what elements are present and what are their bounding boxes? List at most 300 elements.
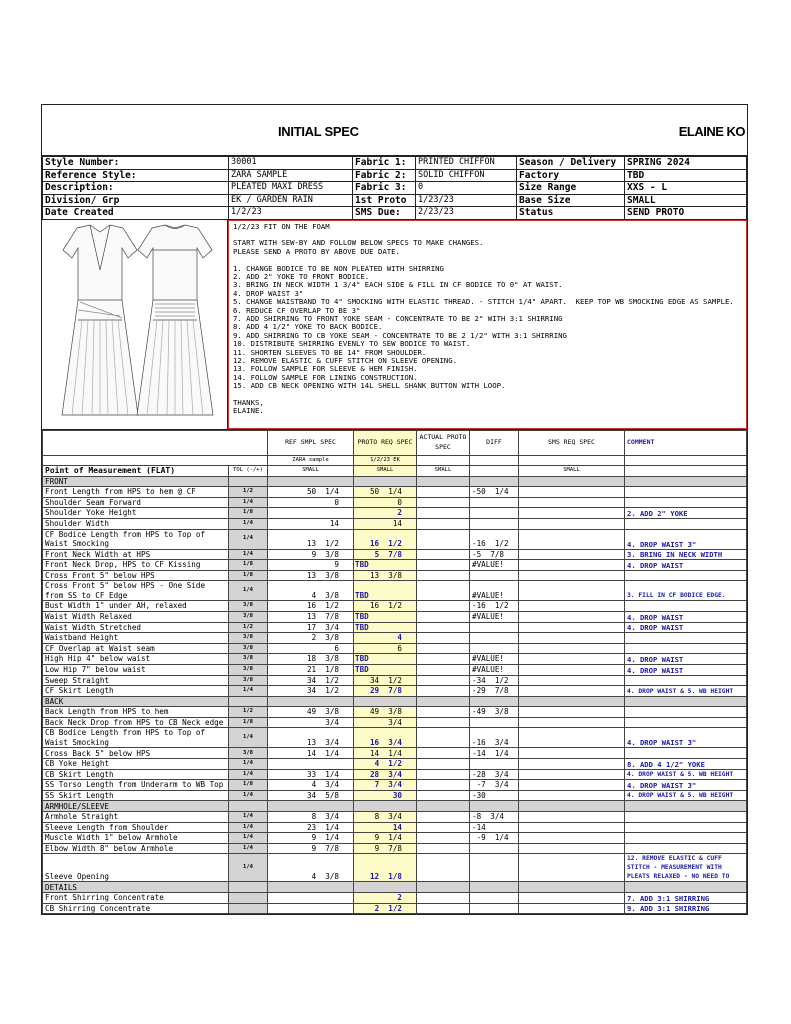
blank-header bbox=[43, 430, 268, 455]
diff-value: -28 3/4 bbox=[470, 769, 519, 780]
actual-spec bbox=[417, 893, 470, 904]
measurement-row bbox=[43, 581, 747, 601]
pom-label: SS Torso Length from Underarm to WB Top bbox=[43, 780, 229, 791]
section-row bbox=[43, 696, 747, 707]
proto-spec: 49 3/8 bbox=[354, 707, 417, 718]
comment: 4. DROP WAIST 3" bbox=[625, 780, 747, 791]
info-label: Fabric 2: bbox=[353, 169, 416, 182]
comment: 4. DROP WAIST 3" bbox=[625, 529, 747, 549]
ref-spec: 9 1/4 bbox=[268, 833, 354, 844]
info-value: 1/23/23 bbox=[416, 194, 517, 207]
ref-spec bbox=[268, 893, 354, 904]
pom-label: Shoulder Yoke Height bbox=[43, 508, 229, 519]
info-label: Base Size bbox=[517, 194, 625, 207]
sms-spec bbox=[519, 893, 625, 904]
comment bbox=[625, 518, 747, 529]
sms-spec bbox=[519, 581, 625, 601]
measurement-row bbox=[43, 633, 747, 644]
tolerance: 3/8 bbox=[229, 664, 268, 675]
tolerance: 1/4 bbox=[229, 833, 268, 844]
ref-spec: 0 bbox=[268, 497, 354, 508]
ref-spec: 18 3/8 bbox=[268, 654, 354, 665]
actual-spec bbox=[417, 903, 470, 914]
comment: 4. DROP WAIST & 5. WB HEIGHT bbox=[625, 686, 747, 697]
ref-spec: 13 3/4 bbox=[268, 728, 354, 748]
info-label: Season / Delivery bbox=[517, 157, 625, 170]
sms-spec bbox=[519, 903, 625, 914]
comment bbox=[625, 717, 747, 728]
proto-spec: 2 bbox=[354, 508, 417, 519]
measurement-spec-table bbox=[42, 430, 747, 915]
empty-cell bbox=[268, 882, 354, 893]
proto-spec: 6 bbox=[354, 643, 417, 654]
pom-header-row bbox=[43, 466, 747, 477]
comment: 4. DROP WAIST bbox=[625, 622, 747, 633]
pom-label: High Hip 4" below waist bbox=[43, 654, 229, 665]
measurement-row bbox=[43, 664, 747, 675]
pom-label: Front Neck Width at HPS bbox=[43, 549, 229, 560]
ref-spec: 23 1/4 bbox=[268, 822, 354, 833]
sms-spec bbox=[519, 822, 625, 833]
info-value: SEND PROTO bbox=[625, 207, 747, 220]
tolerance: 3/8 bbox=[229, 643, 268, 654]
pom-label: CB Bodice Length from HPS to Top of Waist Smocking bbox=[43, 728, 229, 748]
info-row bbox=[43, 182, 747, 195]
proto-spec: 5 7/8 bbox=[354, 549, 417, 560]
actual-spec bbox=[417, 560, 470, 571]
diff-value: -9 1/4 bbox=[470, 833, 519, 844]
diff-value: #VALUE! bbox=[470, 654, 519, 665]
comment: 4. DROP WAIST bbox=[625, 560, 747, 571]
pom-label: Sleeve Length from Shoulder bbox=[43, 822, 229, 833]
ref-spec: 9 7/8 bbox=[268, 843, 354, 854]
actual-spec bbox=[417, 728, 470, 748]
proto-spec: 29 7/8 bbox=[354, 686, 417, 697]
pom-header: Point of Measurement (FLAT) bbox=[43, 466, 229, 477]
diff-value bbox=[470, 508, 519, 519]
pom-label: Waist Width Stretched bbox=[43, 622, 229, 633]
empty-cell bbox=[268, 476, 354, 487]
pom-label: CB Yoke Height bbox=[43, 759, 229, 770]
sms-spec bbox=[519, 633, 625, 644]
info-value: PRINTED CHIFFON bbox=[416, 157, 517, 170]
diff-value: -34 1/2 bbox=[470, 675, 519, 686]
actual-spec bbox=[417, 654, 470, 665]
actual-spec bbox=[417, 707, 470, 718]
info-label: Fabric 1: bbox=[353, 157, 416, 170]
sms-spec bbox=[519, 728, 625, 748]
info-value: 30001 bbox=[229, 157, 353, 170]
style-info-table bbox=[42, 156, 747, 220]
actual-spec bbox=[417, 643, 470, 654]
proto-spec: 13 3/8 bbox=[354, 570, 417, 581]
comment: 7. ADD 3:1 SHIRRING bbox=[625, 893, 747, 904]
proto-spec: 4 bbox=[354, 633, 417, 644]
comment bbox=[625, 812, 747, 823]
diff-value bbox=[470, 759, 519, 770]
pom-label: Cross Front 5" below HPS - One Side from SS to CF Edge bbox=[43, 581, 229, 601]
measurement-row bbox=[43, 748, 747, 759]
measurement-row bbox=[43, 790, 747, 801]
tolerance: 3/8 bbox=[229, 611, 268, 622]
empty-cell bbox=[470, 801, 519, 812]
sms-spec bbox=[519, 529, 625, 549]
info-value: SPRING 2024 bbox=[625, 157, 747, 170]
empty-cell bbox=[519, 696, 625, 707]
sms-spec bbox=[519, 769, 625, 780]
pom-label: Bust Width 1" under AH, relaxed bbox=[43, 601, 229, 612]
proto-spec: 14 bbox=[354, 518, 417, 529]
col-sms-spec: SMS REQ SPEC bbox=[519, 430, 625, 455]
proto-spec: 2 1/2 bbox=[354, 903, 417, 914]
actual-spec bbox=[417, 664, 470, 675]
proto-spec: 12 1/8 bbox=[354, 854, 417, 882]
pom-label: CB Skirt Length bbox=[43, 769, 229, 780]
measurement-row bbox=[43, 833, 747, 844]
comment: 4. DROP WAIST bbox=[625, 664, 747, 675]
pom-label: Front Length from HPS to hem @ CF bbox=[43, 487, 229, 498]
proto-spec: 34 1/2 bbox=[354, 675, 417, 686]
info-row bbox=[43, 194, 747, 207]
measurement-row bbox=[43, 707, 747, 718]
diff-value bbox=[470, 717, 519, 728]
proto-spec: TBD bbox=[354, 581, 417, 601]
ref-spec: 4 3/4 bbox=[268, 780, 354, 791]
sms-spec bbox=[519, 748, 625, 759]
ref-spec: 13 1/2 bbox=[268, 529, 354, 549]
measurement-row bbox=[43, 487, 747, 498]
measurement-row bbox=[43, 717, 747, 728]
proto-spec: 16 1/2 bbox=[354, 529, 417, 549]
measurement-row bbox=[43, 654, 747, 665]
measurement-row bbox=[43, 903, 747, 914]
tolerance: 1/4 bbox=[229, 812, 268, 823]
pom-label: Armhole Straight bbox=[43, 812, 229, 823]
measurement-row bbox=[43, 560, 747, 571]
sms-spec bbox=[519, 812, 625, 823]
comment bbox=[625, 633, 747, 644]
comment bbox=[625, 570, 747, 581]
measurement-row bbox=[43, 854, 747, 882]
actual-spec bbox=[417, 686, 470, 697]
actual-spec bbox=[417, 487, 470, 498]
pom-label: CF Bodice Length from HPS to Top of Waist Smocking bbox=[43, 529, 229, 549]
diff-value: #VALUE! bbox=[470, 611, 519, 622]
pom-label: Waist Width Relaxed bbox=[43, 611, 229, 622]
tolerance: 1/4 bbox=[229, 843, 268, 854]
sms-spec bbox=[519, 790, 625, 801]
ref-spec: 50 1/4 bbox=[268, 487, 354, 498]
comment bbox=[625, 643, 747, 654]
measurement-row bbox=[43, 822, 747, 833]
spec-sheet bbox=[41, 104, 748, 915]
measurement-row bbox=[43, 611, 747, 622]
comment: 3. BRING IN NECK WIDTH bbox=[625, 549, 747, 560]
tolerance: 1/8 bbox=[229, 780, 268, 791]
col-actual-spec: ACTUAL PROTO SPEC bbox=[417, 430, 470, 455]
actual-spec bbox=[417, 790, 470, 801]
info-label: Division/ Grp bbox=[43, 194, 229, 207]
info-value: PLEATED MAXI DRESS bbox=[229, 182, 353, 195]
actual-spec bbox=[417, 822, 470, 833]
ref-spec: 3/4 bbox=[268, 717, 354, 728]
proto-spec: 30 bbox=[354, 790, 417, 801]
comment bbox=[625, 601, 747, 612]
proto-spec: 16 3/4 bbox=[354, 728, 417, 748]
ref-spec: 13 3/8 bbox=[268, 570, 354, 581]
tolerance: 3/8 bbox=[229, 675, 268, 686]
actual-spec bbox=[417, 601, 470, 612]
tolerance: 1/4 bbox=[229, 497, 268, 508]
section-label: FRONT bbox=[43, 476, 229, 487]
sms-spec bbox=[519, 611, 625, 622]
info-label: SMS Due: bbox=[353, 207, 416, 220]
proto-spec: 3/4 bbox=[354, 717, 417, 728]
actual-spec bbox=[417, 748, 470, 759]
ref-spec: 49 3/8 bbox=[268, 707, 354, 718]
empty-cell bbox=[229, 801, 268, 812]
diff-value bbox=[470, 903, 519, 914]
pom-label: Back Neck Drop from HPS to CB Neck edge bbox=[43, 717, 229, 728]
measurement-row bbox=[43, 675, 747, 686]
measurement-row bbox=[43, 622, 747, 633]
info-label: Reference Style: bbox=[43, 169, 229, 182]
proto-size: SMALL bbox=[354, 466, 417, 477]
sms-spec bbox=[519, 549, 625, 560]
empty-cell bbox=[354, 801, 417, 812]
sms-spec bbox=[519, 518, 625, 529]
pom-label: Waistband Height bbox=[43, 633, 229, 644]
info-label: Factory bbox=[517, 169, 625, 182]
proto-spec: TBD bbox=[354, 664, 417, 675]
section-row bbox=[43, 476, 747, 487]
comment bbox=[625, 487, 747, 498]
measurement-row bbox=[43, 508, 747, 519]
info-value: 2/23/23 bbox=[416, 207, 517, 220]
comment: 3. FILL IN CF BODICE EDGE. bbox=[625, 581, 747, 601]
diff-value: #VALUE! bbox=[470, 664, 519, 675]
proto-spec: 28 3/4 bbox=[354, 769, 417, 780]
sms-spec bbox=[519, 643, 625, 654]
tolerance: 1/4 bbox=[229, 790, 268, 801]
ref-spec: 16 1/2 bbox=[268, 601, 354, 612]
sms-spec bbox=[519, 833, 625, 844]
actual-spec bbox=[417, 529, 470, 549]
actual-spec bbox=[417, 812, 470, 823]
tolerance bbox=[229, 893, 268, 904]
page-title: INITIAL SPEC bbox=[278, 124, 359, 139]
col-ref-spec: REF SMPL SPEC bbox=[268, 430, 354, 455]
measurement-row bbox=[43, 686, 747, 697]
actual-spec bbox=[417, 633, 470, 644]
tolerance: 3/8 bbox=[229, 748, 268, 759]
actual-spec bbox=[417, 549, 470, 560]
comment: 4. DROP WAIST & 5. WB HEIGHT bbox=[625, 769, 747, 780]
empty-cell bbox=[229, 696, 268, 707]
tolerance: 1/4 bbox=[229, 728, 268, 748]
pom-label: CF Overlap at Waist seam bbox=[43, 643, 229, 654]
actual-spec bbox=[417, 508, 470, 519]
diff-value bbox=[470, 854, 519, 882]
actual-spec bbox=[417, 854, 470, 882]
info-value: SMALL bbox=[625, 194, 747, 207]
actual-spec bbox=[417, 518, 470, 529]
diff-value: -16 1/2 bbox=[470, 601, 519, 612]
ref-spec: 21 1/8 bbox=[268, 664, 354, 675]
ref-size: SMALL bbox=[268, 466, 354, 477]
tolerance: 1/2 bbox=[229, 622, 268, 633]
proto-spec: TBD bbox=[354, 622, 417, 633]
empty-cell bbox=[625, 801, 747, 812]
info-value: 0 bbox=[416, 182, 517, 195]
proto-spec: 14 bbox=[354, 822, 417, 833]
ref-spec bbox=[268, 759, 354, 770]
sms-spec bbox=[519, 686, 625, 697]
ref-spec: 9 3/8 bbox=[268, 549, 354, 560]
empty-cell bbox=[625, 476, 747, 487]
actual-spec bbox=[417, 769, 470, 780]
section-row bbox=[43, 801, 747, 812]
info-label: Date Created bbox=[43, 207, 229, 220]
diff-value: -16 1/2 bbox=[470, 529, 519, 549]
tolerance: 1/4 bbox=[229, 549, 268, 560]
tolerance: 1/4 bbox=[229, 822, 268, 833]
comment: 4. DROP WAIST bbox=[625, 654, 747, 665]
sms-spec bbox=[519, 664, 625, 675]
ref-spec: 34 1/2 bbox=[268, 686, 354, 697]
pom-label: Shoulder Width bbox=[43, 518, 229, 529]
measurement-row bbox=[43, 728, 747, 748]
empty-cell bbox=[229, 882, 268, 893]
tolerance: 1/8 bbox=[229, 508, 268, 519]
info-label: Description: bbox=[43, 182, 229, 195]
measurement-row bbox=[43, 643, 747, 654]
ref-spec: 6 bbox=[268, 643, 354, 654]
diff-value: -16 3/4 bbox=[470, 728, 519, 748]
sms-spec bbox=[519, 854, 625, 882]
diff-value: -49 3/8 bbox=[470, 707, 519, 718]
measurement-row bbox=[43, 549, 747, 560]
measurement-row bbox=[43, 769, 747, 780]
info-row bbox=[43, 207, 747, 220]
diff-value: -50 1/4 bbox=[470, 487, 519, 498]
sms-spec bbox=[519, 675, 625, 686]
pom-label: Sleeve Opening bbox=[43, 854, 229, 882]
info-label: Fabric 3: bbox=[353, 182, 416, 195]
comment bbox=[625, 833, 747, 844]
diff-value: -30 bbox=[470, 790, 519, 801]
diff-value bbox=[470, 518, 519, 529]
ref-spec bbox=[268, 903, 354, 914]
tolerance: 1/4 bbox=[229, 759, 268, 770]
sketch-notes-area bbox=[42, 220, 747, 430]
diff-value bbox=[470, 843, 519, 854]
info-row bbox=[43, 169, 747, 182]
diff-value: -14 1/4 bbox=[470, 748, 519, 759]
proto-spec: 9 7/8 bbox=[354, 843, 417, 854]
tolerance: 1/4 bbox=[229, 518, 268, 529]
brand-name: ELAINE KO bbox=[678, 124, 745, 139]
ref-spec: 34 5/8 bbox=[268, 790, 354, 801]
sms-spec bbox=[519, 622, 625, 633]
diff-value bbox=[470, 497, 519, 508]
tol-header: TOL (-/+) bbox=[229, 466, 268, 477]
proto-spec: TBD bbox=[354, 611, 417, 622]
pom-label: Front Neck Drop, HPS to CF Kissing bbox=[43, 560, 229, 571]
proto-spec: 2 bbox=[354, 893, 417, 904]
empty-cell bbox=[519, 476, 625, 487]
actual-spec bbox=[417, 622, 470, 633]
proto-spec: TBD bbox=[354, 560, 417, 571]
section-label: BACK bbox=[43, 696, 229, 707]
comment: 4. DROP WAIST & 5. WB HEIGHT bbox=[625, 790, 747, 801]
proto-spec: 50 1/4 bbox=[354, 487, 417, 498]
info-row bbox=[43, 157, 747, 170]
ref-spec: 13 7/8 bbox=[268, 611, 354, 622]
empty-cell bbox=[417, 696, 470, 707]
empty-cell bbox=[470, 476, 519, 487]
pom-label: Sweep Straight bbox=[43, 675, 229, 686]
empty-cell bbox=[417, 476, 470, 487]
measurement-row bbox=[43, 518, 747, 529]
pom-label: Shoulder Seam Forward bbox=[43, 497, 229, 508]
tolerance: 1/4 bbox=[229, 686, 268, 697]
sms-size: SMALL bbox=[519, 466, 625, 477]
measurement-row bbox=[43, 893, 747, 904]
tolerance: 1/4 bbox=[229, 529, 268, 549]
empty-cell bbox=[470, 696, 519, 707]
subheader-row bbox=[43, 455, 747, 466]
comment bbox=[625, 675, 747, 686]
comment bbox=[625, 497, 747, 508]
empty-cell bbox=[519, 801, 625, 812]
actual-size: SMALL bbox=[417, 466, 470, 477]
sms-spec bbox=[519, 508, 625, 519]
tolerance: 3/8 bbox=[229, 654, 268, 665]
pom-label: Front Shirring Concentrate bbox=[43, 893, 229, 904]
pom-label: Cross Front 5" below HPS bbox=[43, 570, 229, 581]
info-value: XXS - L bbox=[625, 182, 747, 195]
diff-value: #VALUE! bbox=[470, 581, 519, 601]
column-header-row bbox=[43, 430, 747, 455]
pom-label: SS Skirt Length bbox=[43, 790, 229, 801]
sms-spec bbox=[519, 707, 625, 718]
actual-spec bbox=[417, 497, 470, 508]
proto-spec: 9 1/4 bbox=[354, 833, 417, 844]
sms-spec bbox=[519, 487, 625, 498]
ref-spec: 34 1/2 bbox=[268, 675, 354, 686]
dress-sketch-icon bbox=[42, 220, 228, 430]
actual-spec bbox=[417, 570, 470, 581]
section-label: DETAILS bbox=[43, 882, 229, 893]
diff-value: -8 3/4 bbox=[470, 812, 519, 823]
proto-spec: 16 1/2 bbox=[354, 601, 417, 612]
ref-spec: 9 bbox=[268, 560, 354, 571]
ref-spec: 14 bbox=[268, 518, 354, 529]
measurement-row bbox=[43, 529, 747, 549]
tolerance: 3/8 bbox=[229, 633, 268, 644]
ref-spec: 14 1/4 bbox=[268, 748, 354, 759]
info-value: TBD bbox=[625, 169, 747, 182]
proto-spec: 0 bbox=[354, 497, 417, 508]
pom-label: Back Length from HPS to hem bbox=[43, 707, 229, 718]
info-label: Status bbox=[517, 207, 625, 220]
fit-notes: 1/2/23 FIT ON THE FOAM START WITH SEW-BY AND FOLLOW BELOW SPECS TO MAKE CHANGES. PLEASE SEND A PROTO BY ABOVE DUE DATE. 1. CHANGE BODICE TO BE NON PLEATED WITH SHIRRING 2. ADD 2" YOKE TO FRONT BODICE. 3. BRING IN NECK WIDTH 1 3/4" EACH SIDE & FILL IN CF BODICE TO 0" AT WAIST. 4. DROP WAIST 3" 5. CHANGE WAISTBAND TO 4" SMOCKING WITH ELASTIC THREAD. - STITCH 1/4" APART. KEEP TOP WB SMOCKING EDGE AS SAMPLE. 6. REDUCE CF OVERLAP TO BE 3" 7. ADD SHIRRING TO FRONT YOKE SEAM - CONCENTRATE TO BE 2" WITH 3:1 SHIRRING 8. ADD 4 1/2" YOKE TO BACK BODICE. 9. ADD SHIRRING TO CB YOKE SEAM - CONCENTRATE TO BE 2 1/2" WITH 3:1 SHIRRING 10. DISTRIBUTE SHIRRING EVENLY TO SEW BODICE TO WAIST. 11. SHORTEN SLEEVES TO BE 14" FROM SHOULDER. 12. REMOVE ELASTIC & CUFF STITCH ON SLEEVE OPENING. 13. FOLLOW SAMPLE FOR SLEEVE & HEM FINISH. 14. FOLLOW SAMPLE FOR LINING CONSTRUCTION. 15. ADD CB NECK OPENING WITH 14L SHELL SHANK BUTTON WITH LOOP. THANKS, ELAINE. bbox=[228, 220, 747, 429]
tolerance: 3/8 bbox=[229, 601, 268, 612]
sms-spec bbox=[519, 654, 625, 665]
comment bbox=[625, 707, 747, 718]
actual-spec bbox=[417, 611, 470, 622]
